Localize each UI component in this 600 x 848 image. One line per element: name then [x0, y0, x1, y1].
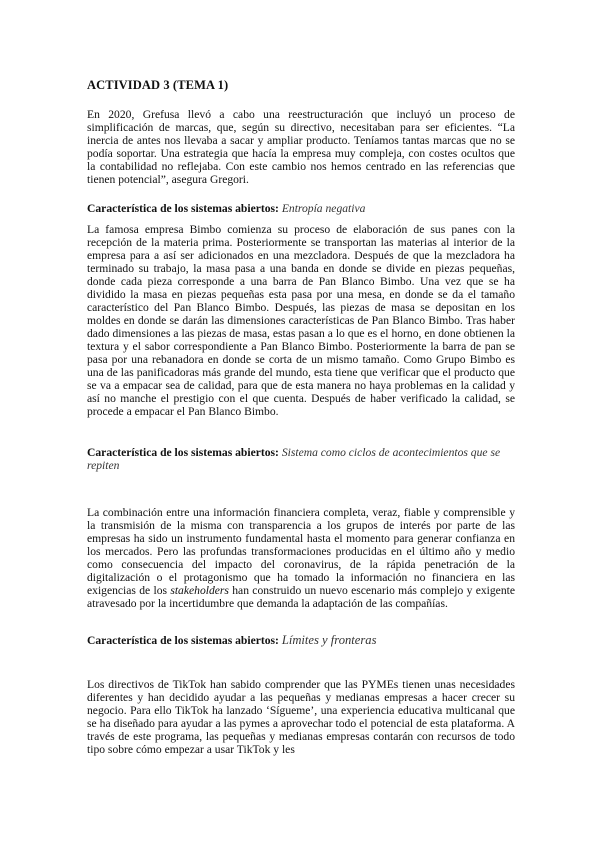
- characteristic-heading-1: [87, 202, 515, 215]
- characteristic-label: Característica de los sistemas abiertos:: [87, 202, 279, 215]
- characteristic-value: Sistema como ciclos de acontecimientos que se repiten: [87, 446, 501, 472]
- paragraph-bimbo: La famosa empresa Bimbo comienza su proceso de elaboración de sus panes con la recepción de la materia prima. Posteriormente se transportan las materias al interior de la empresa para a así ser adicionados en una mezcladora. Después de que la mezcladora ha terminado su trabajo, la masa pasa a una banda en donde se divide en piezas pequeñas, donde cada pieza corresponde a una barra de Pan Blanco Bimbo. Una vez que se ha dividido la masa en piezas pequeñas esta pasa por una mesa, en donde se da el tamaño característico del Pan Blanco Bimbo. Después, las piezas de masa se depositan en los moldes en donde se darán las dimensiones características de Pan Blanco Bimbo. Tras haber dado dimensiones a las piezas de masa, estas pasan a lo que es el horno, en done obtienen la textura y el sabor correspondiente a Pan Blanco Bimbo. Posteriormente la barra de pan se pasa por una rebanadora en donde se corta de un mismo tamaño. Como Grupo Bimbo es una de las panificadoras más grande del mundo, esta tiene que verificar que el producto que se va a empacar sea de calidad, para que de esta manera no haya problemas en la calidad y así no manche el prestigio con el que cuenta. Después de haber verificado la calidad, se procede a empacar el Pan Blanco Bimbo.: [87, 223, 515, 418]
- paragraph-text-before: La combinación entre una información financiera completa, veraz, fiable y comprensible y la transmisión de la misma con transparencia a los grupos de interés por parte de las empresas ha sido un instrumento fundamental hasta el momento para generar confianza en los mercados. Pero las profundas transformaciones producidas en el último año y medio como consecuencia del impacto del coronavirus, de la rápida penetración de la digitalización o el protagonismo que ha tomado la información no financiera en las exigencias de los: [87, 506, 515, 597]
- characteristic-label: Característica de los sistemas abiertos:: [87, 634, 279, 647]
- characteristic-heading-2: [87, 446, 515, 472]
- characteristic-heading-3: [87, 634, 515, 647]
- page-title: ACTIVIDAD 3 (TEMA 1): [87, 78, 229, 92]
- paragraph-financial-information: [87, 506, 515, 610]
- characteristic-value: Límites y fronteras: [281, 633, 377, 647]
- characteristic-value: Entropía negativa: [281, 202, 366, 215]
- paragraph-emphasis: stakeholders: [170, 584, 229, 597]
- paragraph-grefusa: En 2020, Grefusa llevó a cabo una reestructuración que incluyó un proceso de simplificación de marcas, que, según su directivo, necesitaban para ser eficientes. “La inercia de antes nos llevaba a sacar y ampliar producto. Teníamos tantas marcas que no se podía soportar. Una estrategia que hacía la empresa muy compleja, con costes ocultos que la contabilidad no reflejaba. Con este cambio nos hemos centrado en las referencias que tienen potencial”, asegura Gregori.: [87, 108, 515, 186]
- paragraph-text-after: han construido un nuevo escenario más complejo y exigente atravesado por la incertidumbre que demanda la adaptación de las compañías.: [87, 584, 515, 610]
- paragraph-tiktok: Los directivos de TikTok han sabido comprender que las PYMEs tienen unas necesidades diferentes y han decidido ayudar a las pequeñas y medianas empresas a hacer crecer su negocio. Para ello TikTok ha lanzado ‘Sígueme’, una experiencia educativa multicanal que se ha diseñado para ayudar a las pymes a aprovechar todo el potencial de esta plataforma. A través de este programa, las pequeñas y medianas empresas contarán con recursos de todo tipo sobre cómo empezar a usar TikTok y les: [87, 678, 515, 756]
- characteristic-label: Característica de los sistemas abiertos:: [87, 446, 279, 459]
